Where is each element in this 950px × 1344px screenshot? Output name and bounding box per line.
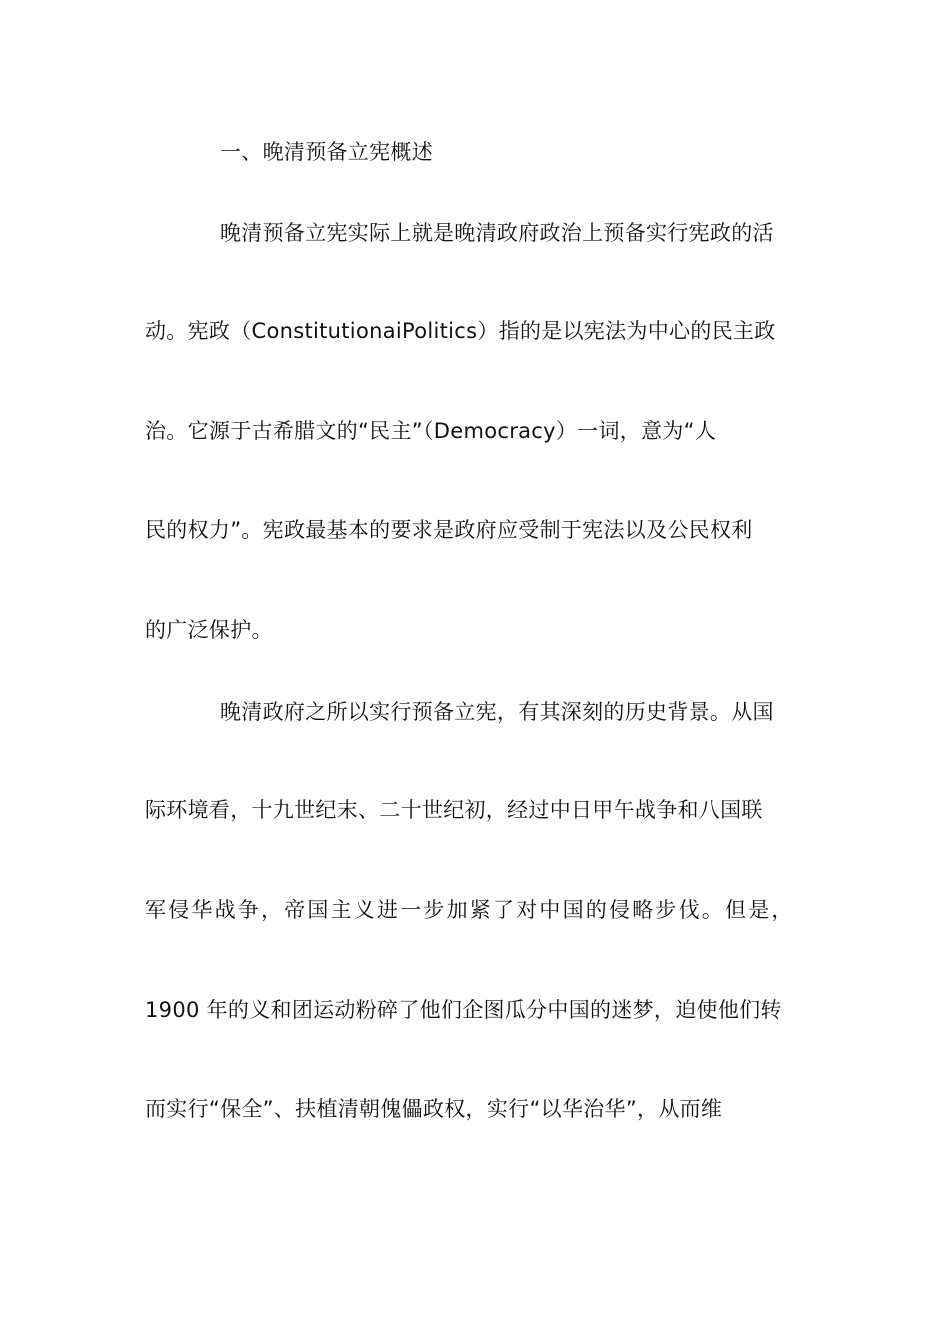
paragraph-2-line-5: 而实行“保全”、扶植清朝傀儡政权，实行“以华治华”，从而维 <box>145 1097 723 1121</box>
paragraph-2-line-4: 1900 年的义和团运动粉碎了他们企图瓜分中国的迷梦，迫使他们转 <box>145 998 782 1022</box>
paragraph-1-line-3: 治。它源于古希腊文的“民主”（Democracy）一词，意为“人 <box>145 419 717 443</box>
paragraph-1-line-5: 的广泛保护。 <box>145 618 273 642</box>
paragraph-2-line-3: 军侵华战争，帝国主义进一步加紧了对中国的侵略步伐。但是， <box>145 898 795 922</box>
section-heading: 一、晚清预备立宪概述 <box>220 140 433 164</box>
paragraph-2-line-1: 晚清政府之所以实行预备立宪，有其深刻的历史背景。从国 <box>220 700 774 724</box>
paragraph-1-line-4: 民的权力”。宪政最基本的要求是政府应受制于宪法以及公民权利 <box>145 518 753 542</box>
paragraph-1-line-1: 晚清预备立宪实际上就是晚清政府政治上预备实行宪政的活 <box>220 221 774 245</box>
paragraph-2-line-2: 际环境看，十九世纪末、二十世纪初，经过中日甲午战争和八国联 <box>145 798 763 822</box>
paragraph-1-line-2: 动。宪政（ConstitutionaiPolitics）指的是以宪法为中心的民主政 <box>145 319 776 343</box>
